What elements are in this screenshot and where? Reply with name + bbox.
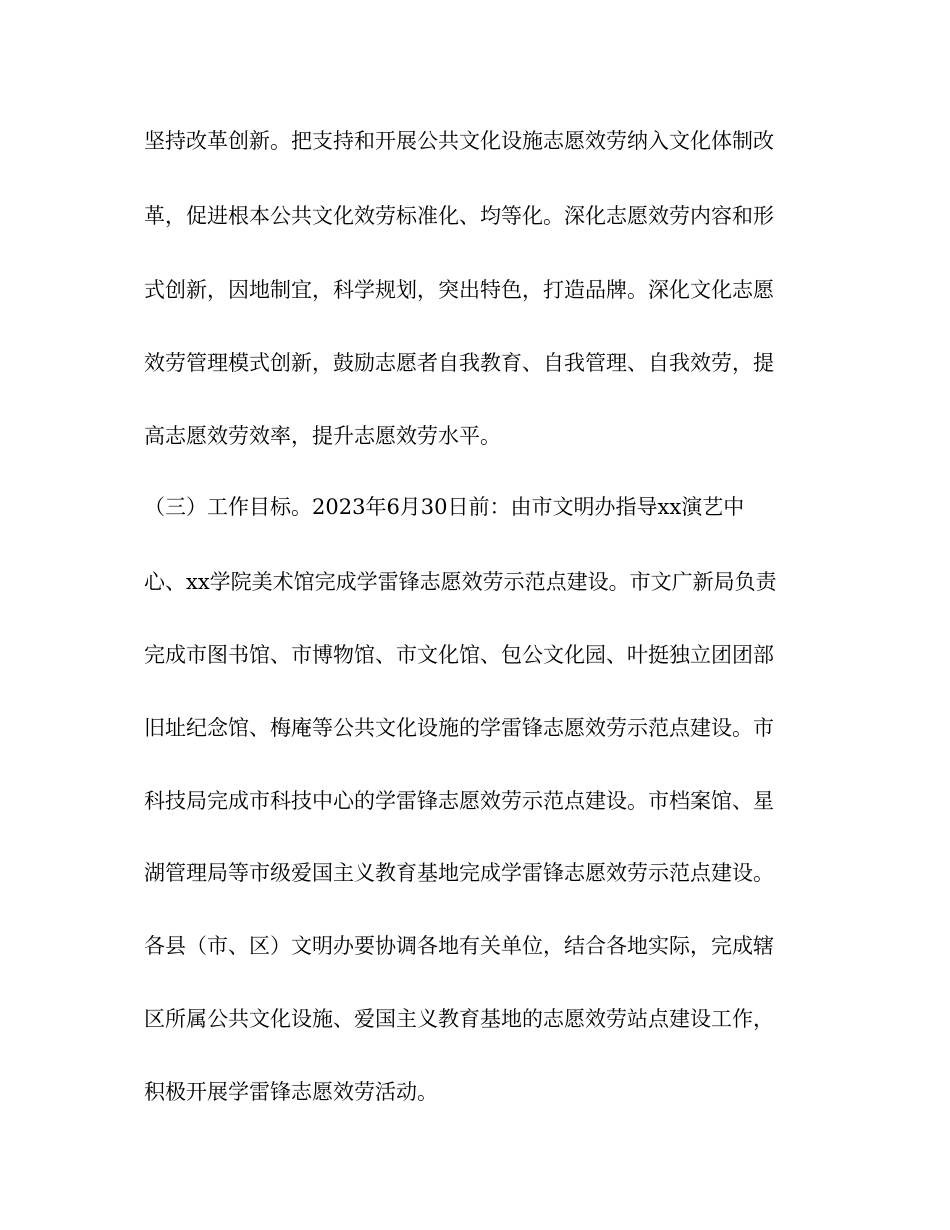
body-text-line: 效劳管理模式创新，鼓励志愿者自我教育、自我管理、自我效劳，提: [144, 351, 774, 375]
body-text-line: 积极开展学雷锋志愿效劳活动。: [144, 1080, 438, 1104]
body-text-line: 高志愿效劳效率，提升志愿效劳水平。: [144, 424, 501, 448]
body-text-line: 各县（市、区）文明办要协调各地有关单位，结合各地实际，完成辖: [144, 934, 774, 958]
body-text-line: 坚持改革创新。把支持和开展公共文化设施志愿效劳纳入文化体制改: [144, 129, 774, 153]
body-text-line: 科技局完成市科技中心的学雷锋志愿效劳示范点建设。市档案馆、星: [144, 789, 774, 813]
body-text-line: 心、xx学院美术馆完成学雷锋志愿效劳示范点建设。市文广新局负责: [144, 570, 777, 594]
body-text-line: 旧址纪念馆、梅庵等公共文化设施的学雷锋志愿效劳示范点建设。市: [144, 716, 774, 740]
body-text-line: 完成市图书馆、市博物馆、市文化馆、包公文化园、叶挺独立团团部: [144, 643, 774, 667]
body-text-line: 湖管理局等市级爱国主义教育基地完成学雷锋志愿效劳示范点建设。: [144, 861, 774, 885]
body-text-line: 式创新，因地制宜，科学规划，突出特色，打造品牌。深化文化志愿: [144, 278, 774, 302]
body-text-line: 区所属公共文化设施、爱国主义教育基地的志愿效劳站点建设工作，: [144, 1007, 774, 1031]
body-text-line: （三）工作目标。2023年6月30日前：由市文明办指导xx演艺中: [144, 495, 745, 519]
body-text-line: 革，促进根本公共文化效劳标准化、均等化。深化志愿效劳内容和形: [144, 204, 774, 228]
